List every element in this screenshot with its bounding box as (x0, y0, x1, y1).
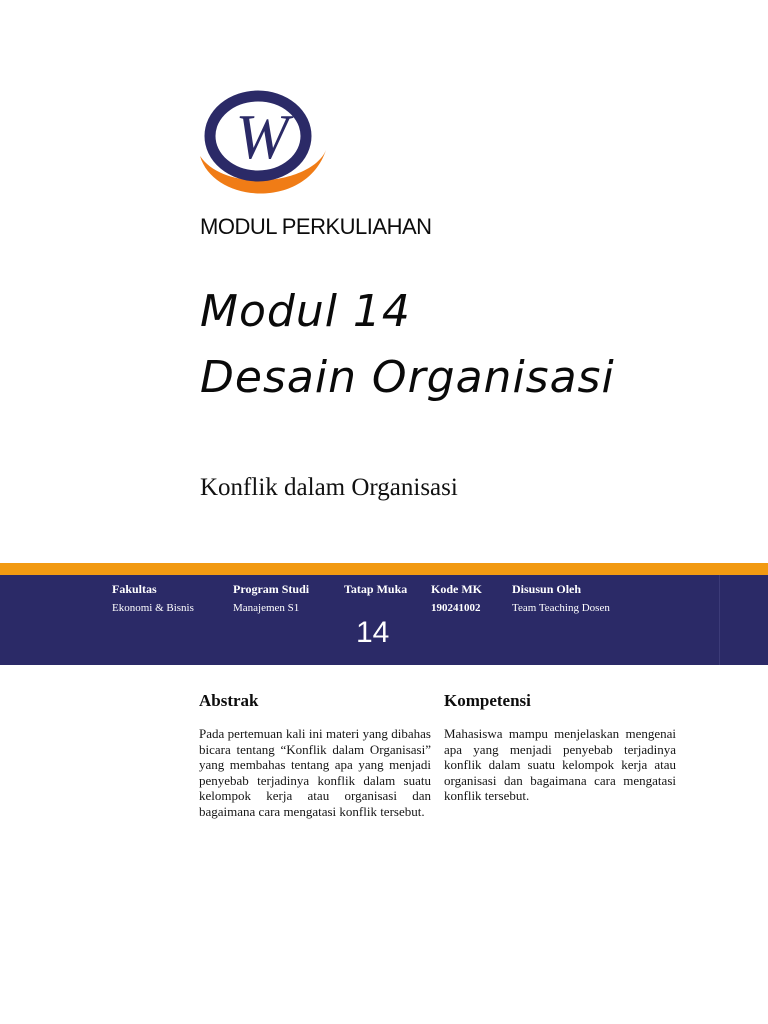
module-title-line-2: Desain Organisasi (200, 352, 615, 403)
w-logo-icon (196, 86, 330, 206)
fakultas-value: Ekonomi & Bisnis (112, 602, 194, 614)
module-label: MODUL PERKULIAHAN (200, 214, 432, 239)
tatap-muka-label: Tatap Muka (344, 582, 408, 596)
kompetensi-body: Mahasiswa mampu menjelaskan mengenai apa yang menjadi penyebab terjadinya konflik dalam suatu kelompok kerja atau organisasi dan bagaimana cara mengatasi konflik tersebut. (444, 726, 676, 803)
kompetensi-heading: Kompetensi (444, 691, 531, 710)
abstrak-heading: Abstrak (199, 691, 259, 710)
disusun-oleh-label: Disusun Oleh (512, 582, 582, 596)
disusun-oleh-value: Team Teaching Dosen (512, 602, 610, 614)
kode-mk-value: 190241002 (431, 602, 481, 614)
module-subtitle: Konflik dalam Organisasi (200, 474, 458, 501)
tatap-muka-value: 14 (356, 616, 390, 649)
logo-letter: W (235, 101, 289, 172)
orange-stripe (0, 563, 768, 575)
band-divider (719, 575, 720, 665)
program-studi-label: Program Studi (233, 582, 310, 596)
fakultas-label: Fakultas (112, 582, 157, 596)
kode-mk-label: Kode MK (431, 582, 482, 596)
module-title-line-1: Modul 14 (200, 286, 411, 337)
program-studi-value: Manajemen S1 (233, 602, 300, 614)
abstrak-body: Pada pertemuan kali ini materi yang dibahas bicara tentang “Konflik dalam Organisasi” yang membahas tentang apa yang menjadi penyebab terjadinya konflik dalam suatu kelompok kerja atau organisasi dan bagaimana cara mengatasi konflik tersebut. (199, 726, 431, 819)
